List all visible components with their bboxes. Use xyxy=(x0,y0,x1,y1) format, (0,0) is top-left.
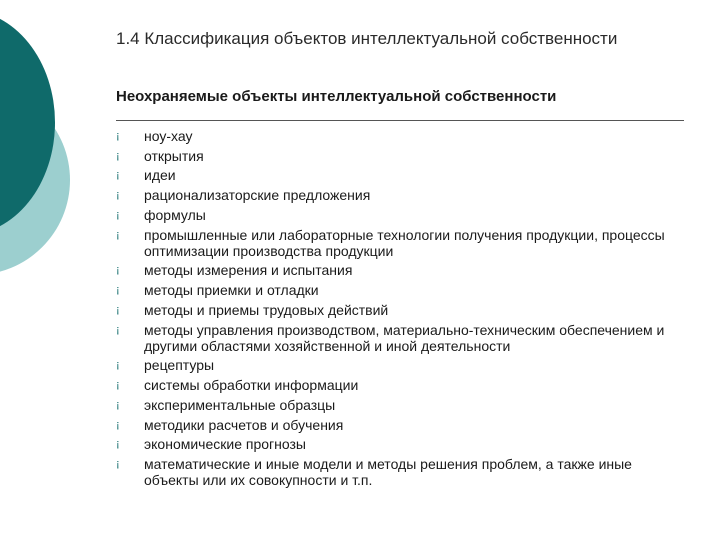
bullet-list xyxy=(116,128,676,492)
list-item xyxy=(116,187,676,203)
list-item-text: идеи xyxy=(144,167,176,184)
list-item-text: рецептуры xyxy=(144,357,215,374)
bullet-icon: ¡ xyxy=(116,438,120,451)
bullet-icon: ¡ xyxy=(116,130,120,142)
list-item-text: рационализаторские предложения xyxy=(144,187,371,204)
list-item-text: методы управления производством, материально-техническим обеспечением и другими областями хозяйственной и иной деятельности xyxy=(144,321,665,354)
list-item-text: методы и приемы трудовых действий xyxy=(144,301,389,318)
slide-title: 1.4 Классификация объектов интеллектуальной собственности xyxy=(116,29,618,48)
bullet-icon: ¡ xyxy=(116,228,120,241)
bullet-icon: ¡ xyxy=(116,379,120,392)
list-item xyxy=(116,417,676,433)
bullet-icon: ¡ xyxy=(116,398,120,411)
list-item-text: методы измерения и испытания xyxy=(144,262,353,279)
list-item-text: экономические прогнозы xyxy=(144,436,306,453)
list-item-text: методики расчетов и обучения xyxy=(144,416,344,433)
bullet-icon: ¡ xyxy=(116,208,120,221)
list-item xyxy=(116,282,676,298)
bullet-icon: ¡ xyxy=(116,149,120,162)
list-item-text: формулы xyxy=(144,206,206,223)
list-item xyxy=(116,128,676,144)
bullet-icon: ¡ xyxy=(116,457,120,470)
list-item xyxy=(116,227,676,259)
bullet-icon: ¡ xyxy=(116,284,120,297)
list-item xyxy=(116,167,676,183)
bullet-icon: ¡ xyxy=(116,323,120,336)
list-item xyxy=(116,207,676,223)
bullet-icon: ¡ xyxy=(116,264,120,277)
bullet-icon: ¡ xyxy=(116,418,120,431)
list-item xyxy=(116,357,676,373)
list-item-text: открытия xyxy=(144,147,204,164)
title-divider xyxy=(116,120,684,121)
bullet-icon: ¡ xyxy=(116,169,120,182)
bullet-icon: ¡ xyxy=(116,303,120,316)
list-item xyxy=(116,377,676,393)
list-item-text: математические и иные модели и методы решения проблем, а также иные объекты или их совокупности и т.п. xyxy=(144,455,632,489)
bullet-icon: ¡ xyxy=(116,189,120,202)
bullet-icon: ¡ xyxy=(116,359,120,372)
list-item-text: системы обработки информации xyxy=(144,377,359,394)
list-item xyxy=(116,302,676,318)
list-item-text: промышленные или лабораторные технологии получения продукции, процессы оптимизации производства продукции xyxy=(144,226,665,259)
decorative-circles xyxy=(0,0,80,300)
list-item xyxy=(116,322,676,354)
list-item xyxy=(116,436,676,452)
list-item xyxy=(116,262,676,278)
list-item xyxy=(116,397,676,413)
slide-subtitle: Неохраняемые объекты интеллектуальной собственности xyxy=(116,88,557,105)
list-item-text: ноу-хау xyxy=(144,128,193,144)
list-item-text: экспериментальные образцы xyxy=(144,396,336,413)
list-item xyxy=(116,456,676,488)
list-item xyxy=(116,148,676,164)
list-item-text: методы приемки и отладки xyxy=(144,282,319,299)
